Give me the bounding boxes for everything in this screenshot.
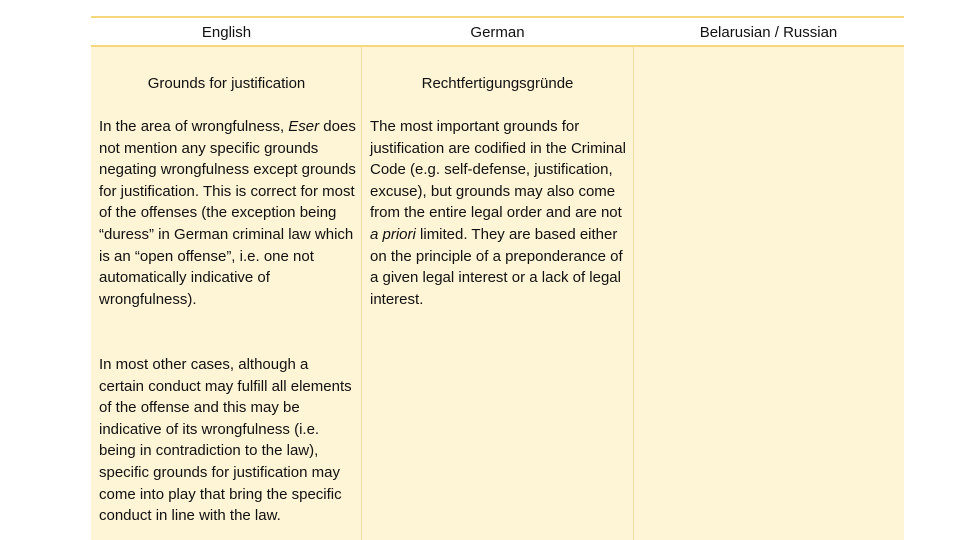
subheader-english: Grounds for justification [147, 75, 306, 92]
header-belarusian-russian: Belarusian / Russian [699, 24, 838, 41]
english-paragraph-1: In the area of wrongfulness, Eser does not mention any specific grounds negating wrongfulness except grounds for justification. This is correct for most of the offenses (the exception being “duress” in German criminal law which is an “open offense”, i.e. one not automatically indicative of wrongfulness). [99, 118, 356, 308]
english-paragraph-2: In most other cases, although a certain conduct may fulfill all elements of the offense and this may be indicative of its wrongfulness (i.e. being in contradiction to the law), specific grounds for justification may come into play that bring the specific conduct in line with the law. [99, 356, 352, 525]
german-paragraph: The most important grounds for justification are codified in the Criminal Code (e.g. self-defense, justification, excuse), but grounds may also come from the entire legal order and are not a priori limited. They are based either on the principle of a preponderance of a given legal interest or a lack of legal interest. [370, 118, 626, 308]
column-divider [361, 47, 362, 540]
table-header-row [91, 16, 904, 47]
latin-term: a priori [370, 225, 416, 243]
author-name: Eser [288, 118, 320, 135]
comparison-table [91, 16, 904, 540]
header-german: German [470, 24, 525, 41]
subheader-german: Rechtfertigungsgründe [421, 75, 574, 92]
column-divider [633, 47, 634, 540]
header-english: English [201, 24, 252, 41]
